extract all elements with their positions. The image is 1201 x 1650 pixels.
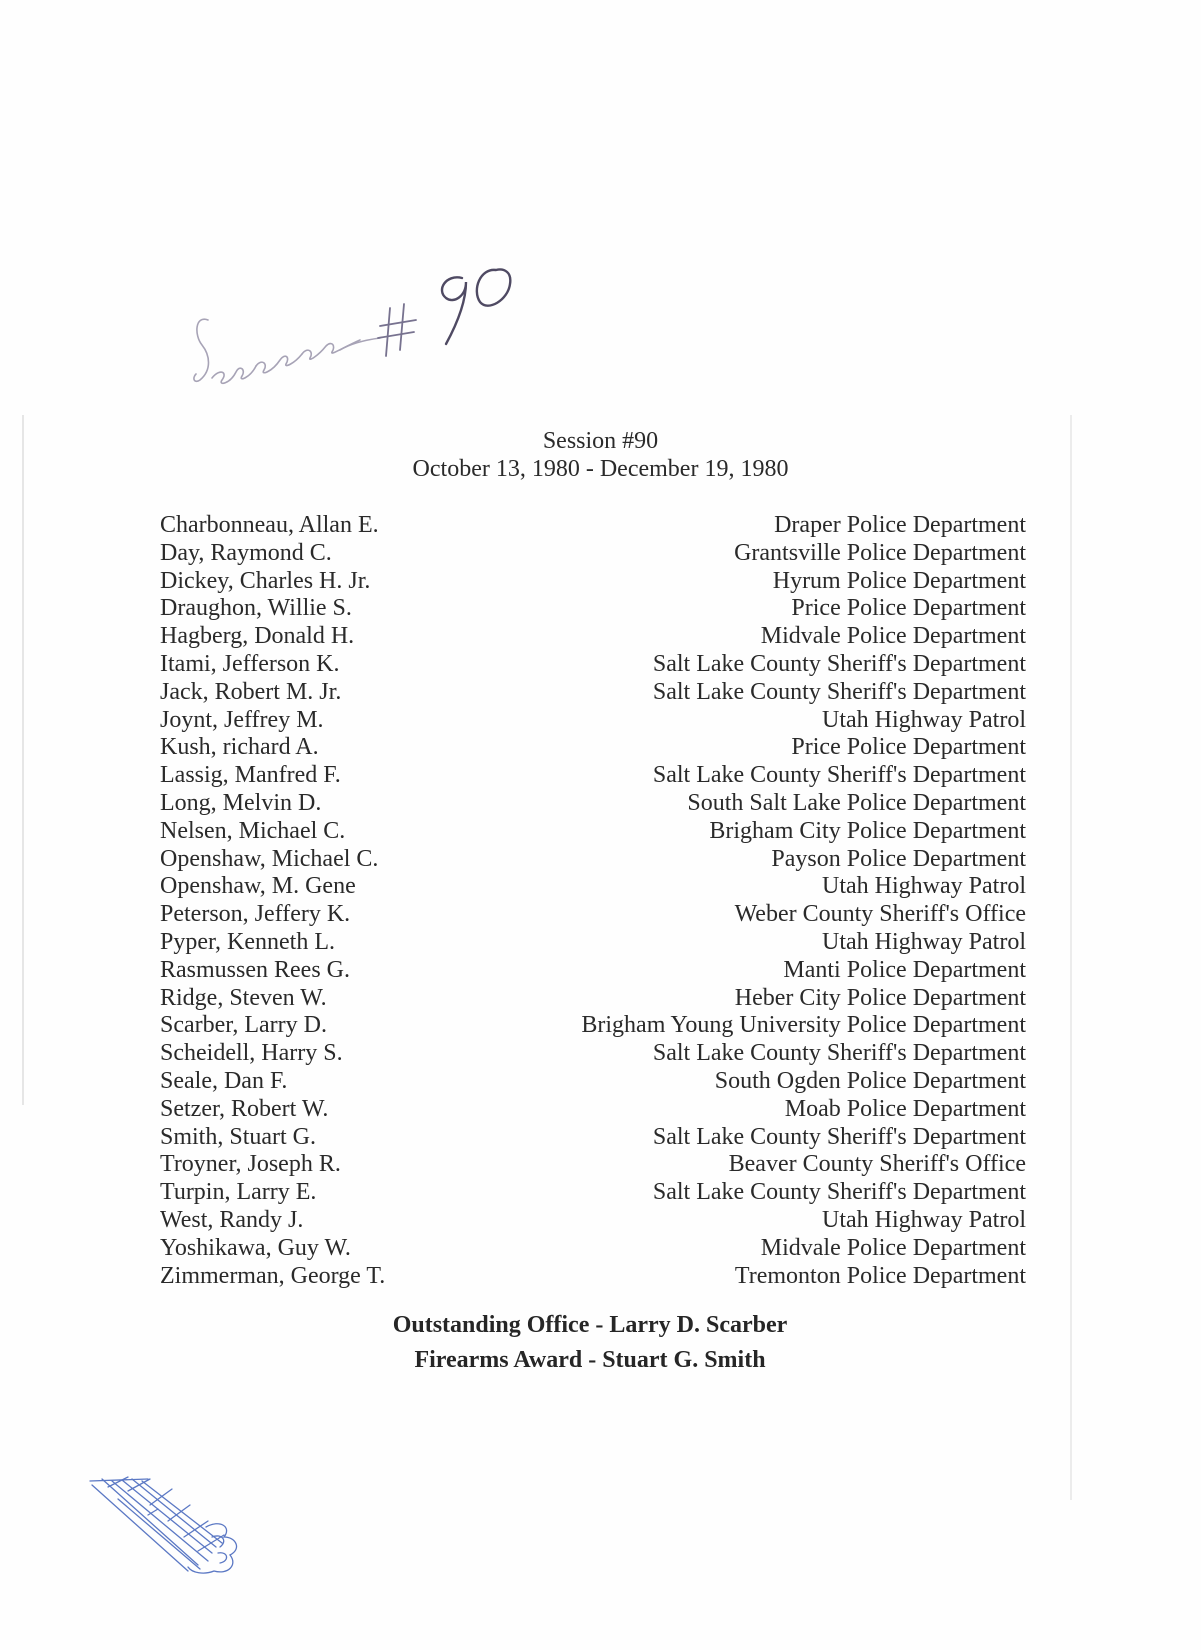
officer-department: Salt Lake County Sheriff's Department xyxy=(652,1179,1026,1206)
roster-row xyxy=(160,1151,1026,1179)
officer-department: Hyrum Police Department xyxy=(772,567,1026,594)
roster-row xyxy=(160,1012,1026,1040)
officer-name: Dickey, Charles H. Jr. xyxy=(160,567,371,594)
officer-department: Manti Police Department xyxy=(783,956,1026,983)
officer-name: Hagberg, Donald H. xyxy=(160,623,355,650)
officer-department: Utah Highway Patrol xyxy=(822,1206,1026,1233)
officer-department: Utah Highway Patrol xyxy=(822,706,1026,733)
officer-name: Kush, richard A. xyxy=(160,734,319,761)
outstanding-officer-award: Outstanding Office - Larry D. Scarber xyxy=(392,1312,788,1338)
officer-name: Zimmerman, George T. xyxy=(160,1262,386,1289)
officer-name: Openshaw, Michael C. xyxy=(160,845,379,872)
roster-row xyxy=(160,623,1026,651)
roster-row xyxy=(160,1263,1026,1291)
officer-department: Grantsville Police Department xyxy=(734,539,1026,566)
roster-row xyxy=(160,1207,1026,1235)
officer-department: Tremonton Police Department xyxy=(734,1262,1026,1289)
officer-department: Draper Police Department xyxy=(774,512,1026,538)
officer-department: Moab Police Department xyxy=(784,1095,1026,1122)
officer-department: Brigham City Police Department xyxy=(709,817,1026,844)
paper-edge-left xyxy=(22,415,24,1105)
officer-department: Price Police Department xyxy=(791,595,1026,622)
officer-department: Brigham Young University Police Department xyxy=(581,1012,1026,1039)
officer-name: Charbonneau, Allan E. xyxy=(160,512,379,538)
handwritten-session-note xyxy=(190,260,550,410)
roster-row xyxy=(160,957,1026,985)
officer-department: Heber City Police Department xyxy=(734,984,1026,1011)
officer-name: Peterson, Jeffery K. xyxy=(160,901,351,928)
officer-name: Pyper, Kenneth L. xyxy=(160,928,335,955)
roster-row xyxy=(160,512,1026,540)
roster-row xyxy=(160,540,1026,568)
officer-name: Itami, Jefferson K. xyxy=(160,650,340,677)
roster-list xyxy=(160,512,1026,1290)
officer-name: Lassig, Manfred F. xyxy=(160,762,341,789)
officer-department: Utah Highway Patrol xyxy=(822,873,1026,900)
officer-name: Smith, Stuart G. xyxy=(160,1123,317,1150)
roster-row xyxy=(160,595,1026,623)
officer-department: Salt Lake County Sheriff's Department xyxy=(652,1040,1026,1067)
officer-department: Utah Highway Patrol xyxy=(822,928,1026,955)
pen-scribble-mark xyxy=(88,1475,248,1585)
officer-name: Scheidell, Harry S. xyxy=(160,1040,343,1067)
roster-row xyxy=(160,901,1026,929)
officer-department: Midvale Police Department xyxy=(760,623,1026,650)
officer-name: West, Randy J. xyxy=(160,1206,304,1233)
roster-row xyxy=(160,568,1026,596)
officer-name: Scarber, Larry D. xyxy=(160,1012,327,1039)
officer-name: Ridge, Steven W. xyxy=(160,984,327,1011)
officer-name: Draughon, Willie S. xyxy=(160,595,352,622)
officer-name: Turpin, Larry E. xyxy=(160,1179,317,1206)
officer-department: Salt Lake County Sheriff's Department xyxy=(652,678,1026,705)
roster-row xyxy=(160,1179,1026,1207)
officer-name: Openshaw, M. Gene xyxy=(160,873,356,900)
officer-name: Troyner, Joseph R. xyxy=(160,1151,341,1178)
officer-name: Long, Melvin D. xyxy=(160,789,322,816)
officer-name: Nelsen, Michael C. xyxy=(160,817,346,844)
officer-department: Price Police Department xyxy=(791,734,1026,761)
officer-department: Midvale Police Department xyxy=(760,1234,1026,1261)
roster-row xyxy=(160,734,1026,762)
roster-row xyxy=(160,873,1026,901)
officer-department: Payson Police Department xyxy=(771,845,1026,872)
roster-row xyxy=(160,1068,1026,1096)
roster-row xyxy=(160,1096,1026,1124)
officer-department: Beaver County Sheriff's Office xyxy=(728,1151,1026,1178)
officer-name: Jack, Robert M. Jr. xyxy=(160,678,342,705)
officer-department: Salt Lake County Sheriff's Department xyxy=(652,650,1026,677)
officer-name: Setzer, Robert W. xyxy=(160,1095,329,1122)
roster-row xyxy=(160,818,1026,846)
roster-row xyxy=(160,846,1026,874)
roster-row xyxy=(160,985,1026,1013)
roster-row xyxy=(160,1124,1026,1152)
officer-name: Seale, Dan F. xyxy=(160,1067,288,1094)
roster-row xyxy=(160,1235,1026,1263)
roster-row xyxy=(160,929,1026,957)
roster-row xyxy=(160,762,1026,790)
session-title: Session #90 xyxy=(542,428,659,454)
roster-row xyxy=(160,1040,1026,1068)
officer-name: Rasmussen Rees G. xyxy=(160,956,350,983)
roster-row xyxy=(160,679,1026,707)
officer-department: Salt Lake County Sheriff's Department xyxy=(652,762,1026,789)
session-dates: October 13, 1980 - December 19, 1980 xyxy=(412,456,789,482)
officer-name: Yoshikawa, Guy W. xyxy=(160,1234,351,1261)
roster-row xyxy=(160,651,1026,679)
roster-row xyxy=(160,790,1026,818)
officer-department: Salt Lake County Sheriff's Department xyxy=(652,1123,1026,1150)
roster-row xyxy=(160,707,1026,735)
officer-name: Day, Raymond C. xyxy=(160,539,332,566)
firearms-award: Firearms Award - Stuart G. Smith xyxy=(414,1347,766,1373)
officer-department: South Salt Lake Police Department xyxy=(687,789,1026,816)
officer-name: Joynt, Jeffrey M. xyxy=(160,706,324,733)
officer-department: South Ogden Police Department xyxy=(714,1067,1026,1094)
officer-department: Weber County Sheriff's Office xyxy=(734,901,1026,928)
